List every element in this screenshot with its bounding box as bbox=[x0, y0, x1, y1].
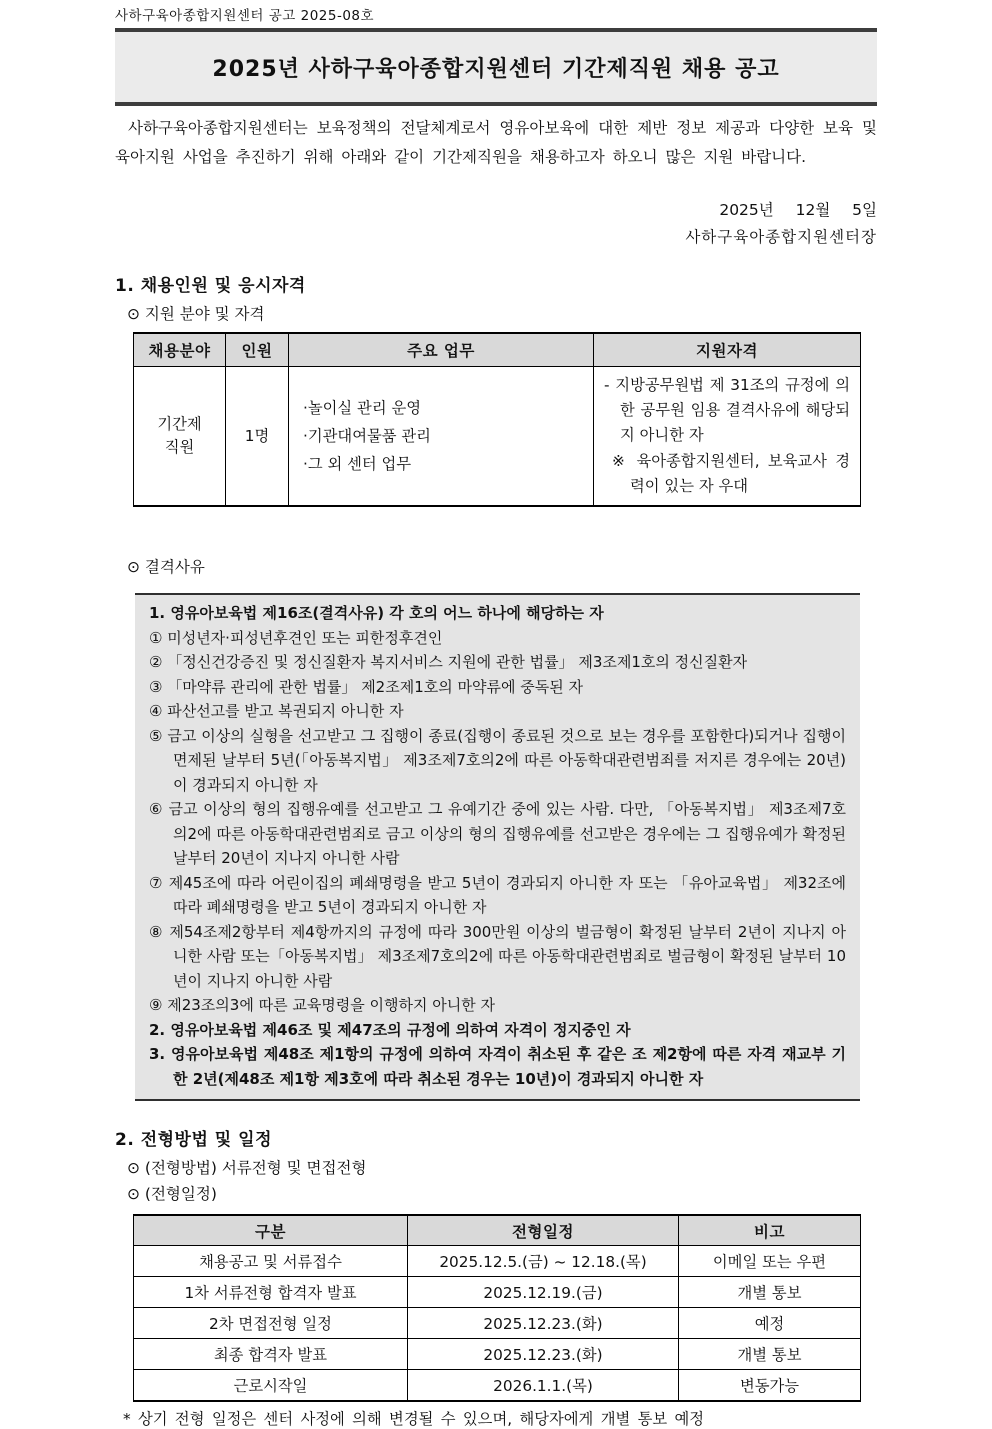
disqualification-item: ⑨ 제23조의3에 따른 교육명령을 이행하지 아니한 자 bbox=[149, 996, 495, 1014]
recruitment-table-row bbox=[134, 367, 861, 507]
bullet-selection-schedule: ⊙ (전형일정) bbox=[127, 1185, 217, 1203]
schedule-category: 채용공고 및 서류접수 bbox=[134, 1246, 408, 1277]
schedule-row bbox=[134, 1308, 861, 1339]
disqualification-item: ③ 「마약류 관리에 관한 법률」 제2조제1호의 마약류에 중독된 자 bbox=[149, 677, 583, 696]
intro-paragraph: 사하구육아종합지원센터는 보육정책의 전달체계로서 영유아보육에 대한 제반 정보 제공과 다양한 보육 및 육아지원 사업을 추진하기 위해 아래와 같이 기간제직원을 채용하고자 하오니 많은 지원 바랍니다. bbox=[115, 119, 877, 166]
schedule-row bbox=[134, 1339, 861, 1370]
schedule-category: 최종 합격자 발표 bbox=[134, 1339, 408, 1370]
page-title: 2025년 사하구육아종합지원센터 기간제직원 채용 공고 bbox=[212, 56, 780, 82]
qualification-item: - 지방공무원법 제 31조의 규정에 의한 공무원 임용 결격사유에 해당되지 아니한 자 bbox=[604, 376, 850, 444]
schedule-category: 1차 서류전형 합격자 발표 bbox=[134, 1277, 408, 1308]
disqualification-item: 1. 영유아보육법 제16조(결격사유) 각 호의 어느 하나에 해당하는 자 bbox=[149, 604, 604, 622]
notice-number: 사하구육아종합지원센터 공고 2025-08호 bbox=[115, 8, 375, 24]
col-header-duties: 주요 업무 bbox=[289, 333, 594, 367]
schedule-date: 2025.12.23.(화) bbox=[408, 1339, 679, 1370]
disqualification-item: ⑤ 금고 이상의 실형을 선고받고 그 집행이 종료(집행이 종료된 것으로 보는 경우를 포함한다)되거나 집행이 면제된 날부터 5년(「아동복지법」 제3조제7호의2에 따른 아동학대관련범죄를 저지른 경우에는 20년)이 경과되지 아니한 자 bbox=[149, 726, 846, 794]
schedule-remark: 예정 bbox=[679, 1308, 861, 1339]
col-header-qualifications: 지원자격 bbox=[594, 333, 861, 367]
col-header-category: 구분 bbox=[134, 1215, 408, 1246]
disqualification-item: ⑦ 제45조에 따라 어린이집의 폐쇄명령을 받고 5년이 경과되지 아니한 자 또는 「유아교육법」 제32조에 따라 폐쇄명령을 받고 5년이 경과되지 아니한 자 bbox=[149, 873, 846, 916]
col-header-count: 인원 bbox=[226, 333, 289, 367]
disqualification-item: 3. 영유아보육법 제48조 제1항의 규정에 의하여 자격이 취소된 후 같은 조 제2항에 따른 자격 재교부 기한 2년(제48조 제1항 제3호에 따라 취소된 경우는 10년)이 경과되지 아니한 자 bbox=[149, 1045, 846, 1088]
duty-item: ·기관대여물품 관리 bbox=[303, 427, 431, 445]
schedule-remark: 이메일 또는 우편 bbox=[679, 1246, 861, 1277]
schedule-date: 2026.1.1.(목) bbox=[408, 1370, 679, 1402]
col-header-field: 채용분야 bbox=[134, 333, 226, 367]
disqualification-item: 2. 영유아보육법 제46조 및 제47조의 규정에 의하여 자격이 정지중인 자 bbox=[149, 1020, 631, 1039]
cell-duties bbox=[289, 367, 594, 507]
qualification-note: ※ 육아종합지원센터, 보육교사 경력이 있는 자 우대 bbox=[612, 452, 850, 495]
schedule-row bbox=[134, 1246, 861, 1277]
schedule-remark: 개별 통보 bbox=[679, 1277, 861, 1308]
disqualification-item: ① 미성년자·피성년후견인 또는 피한정후견인 bbox=[149, 628, 443, 647]
schedule-footnote: * 상기 전형 일정은 센터 사정에 의해 변경될 수 있으며, 해당자에게 개별 통보 예정 bbox=[123, 1410, 705, 1428]
duty-item: ·그 외 센터 업무 bbox=[303, 455, 412, 473]
field-line-1: 기간제 bbox=[157, 415, 202, 433]
title-banner bbox=[115, 28, 877, 106]
cell-count: 1명 bbox=[226, 367, 289, 507]
announcement-date: 2025년 12월 5일 bbox=[719, 201, 877, 219]
schedule-remark: 변동가능 bbox=[679, 1370, 861, 1402]
bullet-disqualification: ⊙ 결격사유 bbox=[127, 558, 205, 576]
schedule-table bbox=[133, 1214, 861, 1402]
cell-qualifications bbox=[594, 367, 861, 507]
schedule-row bbox=[134, 1277, 861, 1308]
schedule-category: 근로시작일 bbox=[134, 1370, 408, 1402]
col-header-schedule: 전형일정 bbox=[408, 1215, 679, 1246]
recruitment-table-header-row bbox=[134, 333, 861, 367]
schedule-row bbox=[134, 1370, 861, 1402]
disqualification-item: ② 「정신건강증진 및 정신질환자 복지서비스 지원에 관한 법률」 제3조제1호의 정신질환자 bbox=[149, 653, 748, 671]
bullet-selection-method: ⊙ (전형방법) 서류전형 및 면접전형 bbox=[127, 1159, 367, 1177]
schedule-category: 2차 면접전형 일정 bbox=[134, 1308, 408, 1339]
bullet-fields-and-qualifications: ⊙ 지원 분야 및 자격 bbox=[127, 305, 265, 323]
cell-field bbox=[134, 367, 226, 507]
schedule-remark: 개별 통보 bbox=[679, 1339, 861, 1370]
disqualification-item: ⑧ 제54조제2항부터 제4항까지의 규정에 따라 300만원 이상의 벌금형이 확정된 날부터 2년이 지나지 아니한 사람 또는「아동복지법」 제3조제7호의2에 따른 아동학대관련범죄로 벌금형이 확정된 날부터 10년이 지나지 아니한 사람 bbox=[149, 922, 846, 990]
schedule-date: 2025.12.19.(금) bbox=[408, 1277, 679, 1308]
col-header-remark: 비고 bbox=[679, 1215, 861, 1246]
disqualification-box bbox=[135, 593, 860, 1101]
schedule-date: 2025.12.5.(금) ~ 12.18.(목) bbox=[408, 1246, 679, 1277]
duty-item: ·놀이실 관리 운영 bbox=[303, 399, 422, 417]
schedule-date: 2025.12.23.(화) bbox=[408, 1308, 679, 1339]
disqualification-item: ④ 파산선고를 받고 복권되지 아니한 자 bbox=[149, 702, 404, 720]
signer: 사하구육아종합지원센터장 bbox=[685, 228, 877, 246]
section-2-heading: 2. 전형방법 및 일정 bbox=[115, 1130, 272, 1150]
recruitment-table bbox=[133, 332, 861, 507]
field-line-2: 직원 bbox=[164, 438, 195, 456]
schedule-table-header-row bbox=[134, 1215, 861, 1246]
disqualification-item: ⑥ 금고 이상의 형의 집행유예를 선고받고 그 유예기간 중에 있는 사람. 다만, 「아동복지법」 제3조제7호의2에 따른 아동학대관련범죄로 금고 이상의 형의 집행유예를 선고받은 경우에는 그 집행유예가 확정된 날부터 20년이 지나지 아니한 사람 bbox=[149, 800, 846, 867]
section-1-heading: 1. 채용인원 및 응시자격 bbox=[115, 276, 306, 296]
